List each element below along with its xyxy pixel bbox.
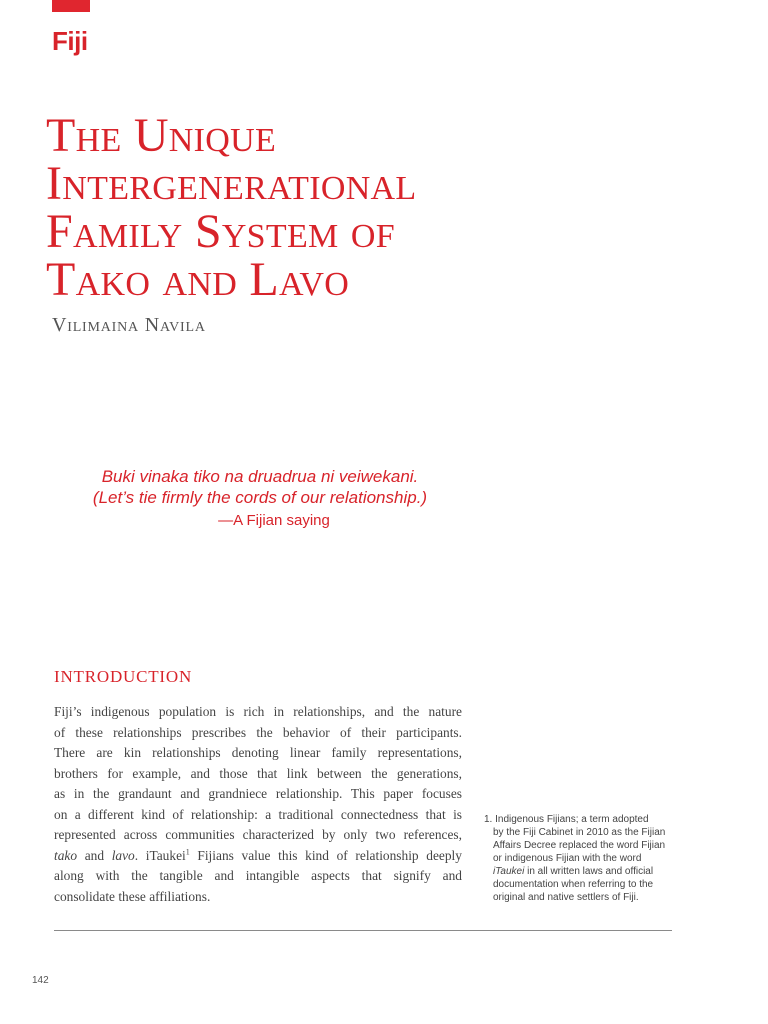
paragraph-line: brothers for example, and those that link between the generations, [54,765,462,781]
paragraph-line: along with the tangible and intangible aspects that signify and [54,868,462,883]
footnote-line: or indigenous Fijian with the word [493,853,642,864]
title-line: Intergenerational [46,157,417,210]
term-tako: tako [54,847,78,863]
title-line: Family System of [46,205,395,258]
footnote-line: Affairs Decree replaced the word Fijian [493,840,666,851]
footnote-text: in all written laws and official [524,866,654,877]
text-period: . [134,847,146,863]
title-line: Tako and Lavo [46,253,350,306]
text-rest: Fijians value this kind of relationship deeply [189,847,462,863]
footnote-reference[interactable]: 1 [185,847,190,857]
paragraph-line: on a different kind of relationship: a traditional connectedness that is [54,806,462,822]
text-and: and [77,847,112,863]
section-label: Fiji [52,26,88,56]
footnote [484,813,684,904]
epigraph [60,466,460,531]
introduction-paragraph [54,702,462,907]
paragraph-line: of these relationships prescribes the behavior of their participants. [54,724,462,740]
paragraph-line: Fiji’s indigenous population is rich in relationships, and the nature [54,704,462,719]
title-line: The Unique [46,109,277,162]
footnote-term-itaukei: iTaukei [493,866,525,877]
paragraph-line [54,846,462,867]
footnote-line: 1. Indigenous Fijians; a term adopted [484,814,649,825]
paragraph-line: as in the grandaunt and grandniece relationship. This paper focuses [54,786,462,801]
epigraph-quote: Buki vinaka tiko na druadrua ni veiwekani. [101,467,419,486]
section-color-tab [52,0,90,12]
term-itaukei: iTaukei [145,847,186,863]
footnote-line: by the Fiji Cabinet in 2010 as the Fijian [493,827,666,838]
footnote-line: original and native settlers of Fiji. [493,892,639,903]
term-lavo: lavo [111,847,135,863]
footnote-line [484,865,684,878]
footnote-line: documentation when referring to the [493,879,654,890]
author-name: Vilimaina Navila [52,314,206,336]
paragraph-line: consolidate these affiliations. [54,888,211,904]
paragraph-line: There are kin relationships denoting linear family representations, [54,745,462,760]
footer-divider [54,930,672,931]
section-heading-introduction: INTRODUCTION [54,667,193,686]
epigraph-attribution: —A Fijian saying [218,512,330,529]
page-number: 142 [32,975,49,986]
epigraph-translation: (Let’s tie firmly the cords of our relationship.) [92,488,428,507]
article-title [46,109,606,306]
paragraph-line: represented across communities characterized by only two references, [54,827,462,842]
